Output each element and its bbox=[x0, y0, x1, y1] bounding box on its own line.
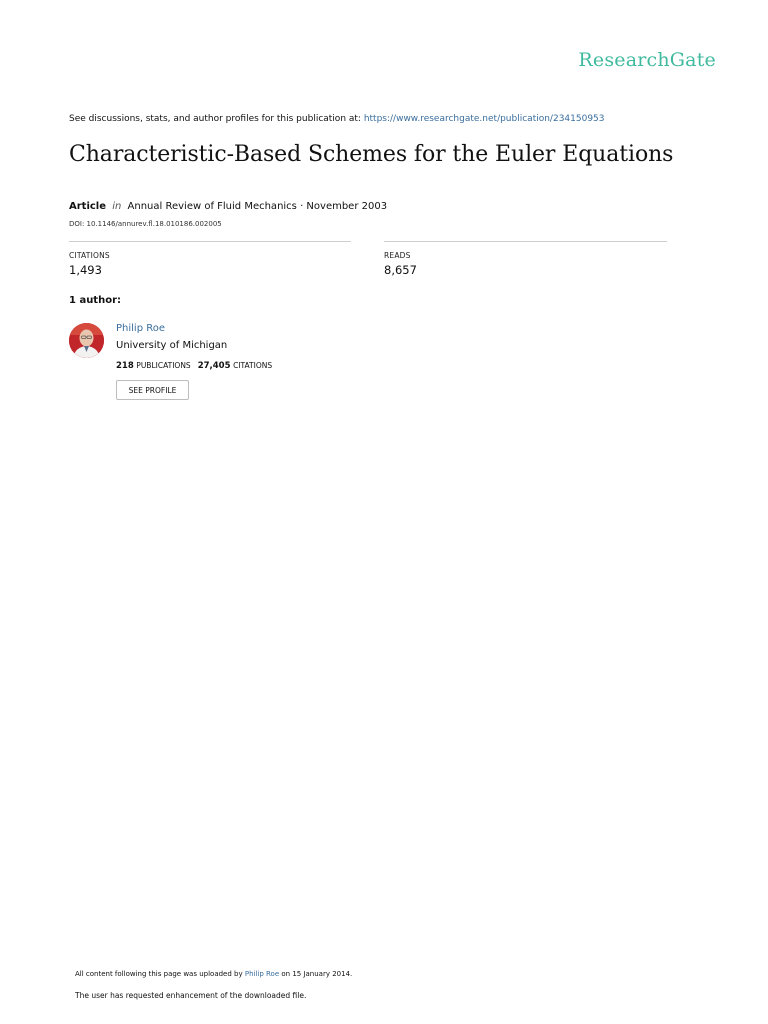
author-publications-label: PUBLICATIONS bbox=[136, 361, 191, 370]
venue-date: Annual Review of Fluid Mechanics · November 2003 bbox=[127, 201, 388, 212]
upload-note bbox=[75, 970, 352, 978]
see-profile-button[interactable]: SEE PROFILE bbox=[116, 380, 189, 400]
divider-reads bbox=[384, 241, 667, 242]
reads-value: 8,657 bbox=[384, 263, 417, 277]
citations-label: CITATIONS bbox=[69, 251, 110, 260]
author-citations-label: CITATIONS bbox=[233, 361, 273, 370]
uploader-link[interactable]: Philip Roe bbox=[244, 970, 280, 978]
see-discussions-text: See discussions, stats, and author profiles for this publication at: bbox=[69, 114, 364, 124]
upload-note-suffix: on 15 January 2014. bbox=[279, 970, 353, 978]
publication-type: Article bbox=[69, 201, 107, 212]
doi-text: DOI: 10.1146/annurev.fl.18.010186.002005 bbox=[69, 220, 222, 228]
publication-meta bbox=[69, 201, 387, 212]
enhancement-note: The user has requested enhancement of the downloaded file. bbox=[75, 991, 307, 1000]
researchgate-logo[interactable]: ResearchGate bbox=[578, 49, 716, 71]
upload-note-prefix: All content following this page was uploaded by bbox=[75, 970, 245, 978]
author-citations-count: 27,405 bbox=[197, 361, 231, 371]
author-stats bbox=[116, 361, 279, 371]
author-publications-count: 218 bbox=[116, 361, 134, 371]
person-photo-icon bbox=[69, 323, 104, 358]
publication-link[interactable]: https://www.researchgate.net/publication/234150953 bbox=[363, 114, 605, 124]
in-label: in bbox=[112, 201, 122, 212]
publication-title: Characteristic-Based Schemes for the Euler Equations bbox=[69, 142, 674, 167]
author-avatar[interactable] bbox=[69, 323, 104, 358]
reads-label: READS bbox=[384, 251, 411, 260]
author-institution: University of Michigan bbox=[116, 340, 228, 351]
divider-citations bbox=[69, 241, 351, 242]
authors-count: 1 author: bbox=[69, 295, 122, 306]
see-discussions-line bbox=[69, 114, 605, 124]
citations-value: 1,493 bbox=[69, 263, 102, 277]
author-name-link[interactable]: Philip Roe bbox=[116, 323, 165, 334]
